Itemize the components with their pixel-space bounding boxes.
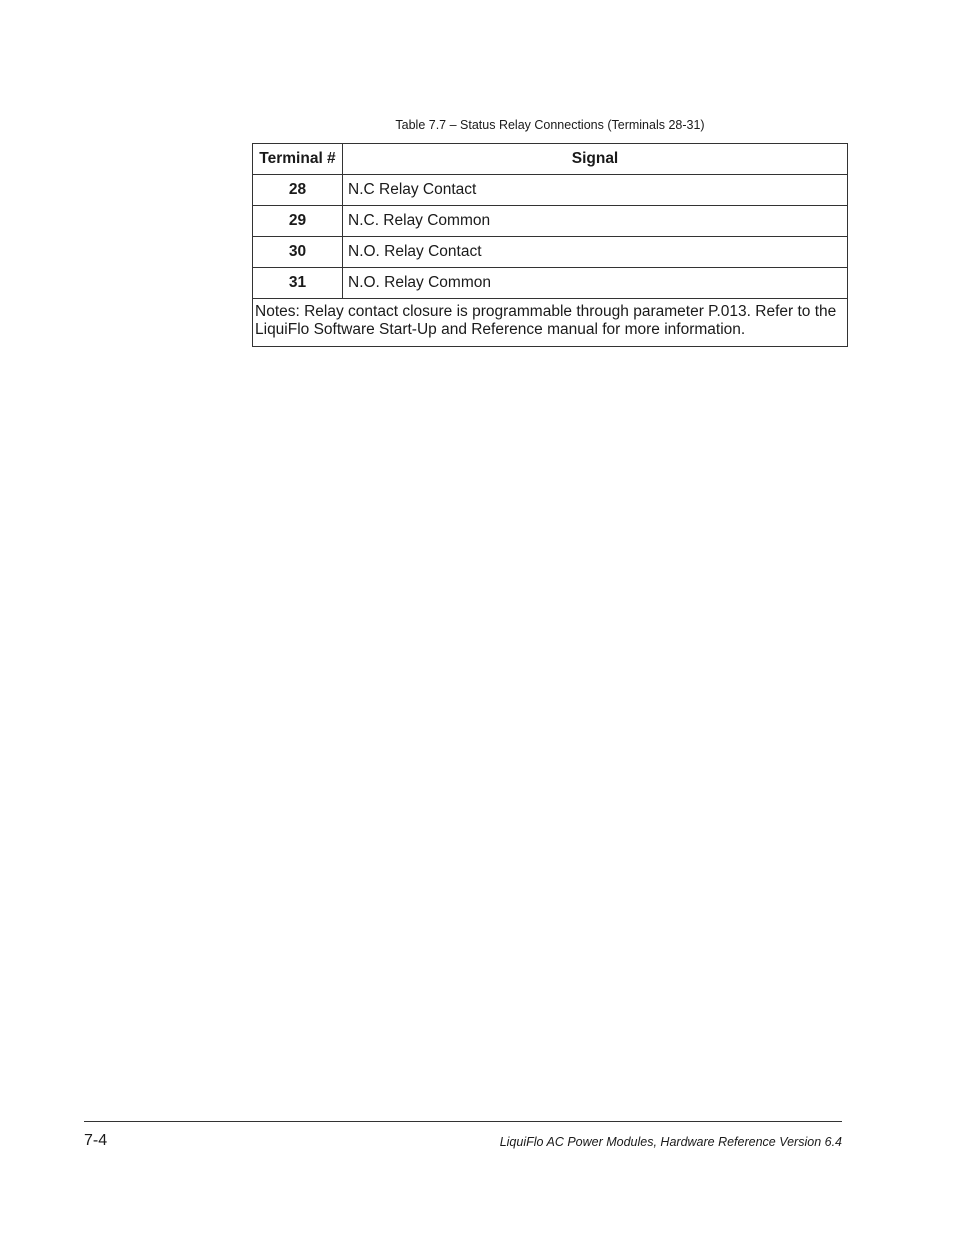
table-notes: Notes: Relay contact closure is programmable through parameter P.013. Refer to the LiquiFlo Software Start-Up and Reference manual for more information. <box>253 299 848 347</box>
signal-cell: N.O. Relay Contact <box>343 237 848 268</box>
terminal-cell: 31 <box>253 268 343 299</box>
table-header-row <box>253 144 848 175</box>
table-row <box>253 175 848 206</box>
terminal-cell: 28 <box>253 175 343 206</box>
running-footer-title: LiquiFlo AC Power Modules, Hardware Reference Version 6.4 <box>499 1135 842 1149</box>
terminal-cell: 30 <box>253 237 343 268</box>
signal-cell: N.O. Relay Common <box>343 268 848 299</box>
table-row <box>253 268 848 299</box>
header-signal: Signal <box>343 144 848 175</box>
table-caption: Table 7.7 – Status Relay Connections (Terminals 28-31) <box>395 118 705 132</box>
table-row <box>253 206 848 237</box>
status-relay-table <box>252 143 848 347</box>
header-terminal: Terminal # <box>253 144 343 175</box>
signal-cell: N.C Relay Contact <box>343 175 848 206</box>
terminal-cell: 29 <box>253 206 343 237</box>
table-notes-row <box>253 299 848 347</box>
table-row <box>253 237 848 268</box>
page-number: 7-4 <box>84 1132 108 1149</box>
signal-cell: N.C. Relay Common <box>343 206 848 237</box>
footer-divider <box>84 1121 842 1122</box>
